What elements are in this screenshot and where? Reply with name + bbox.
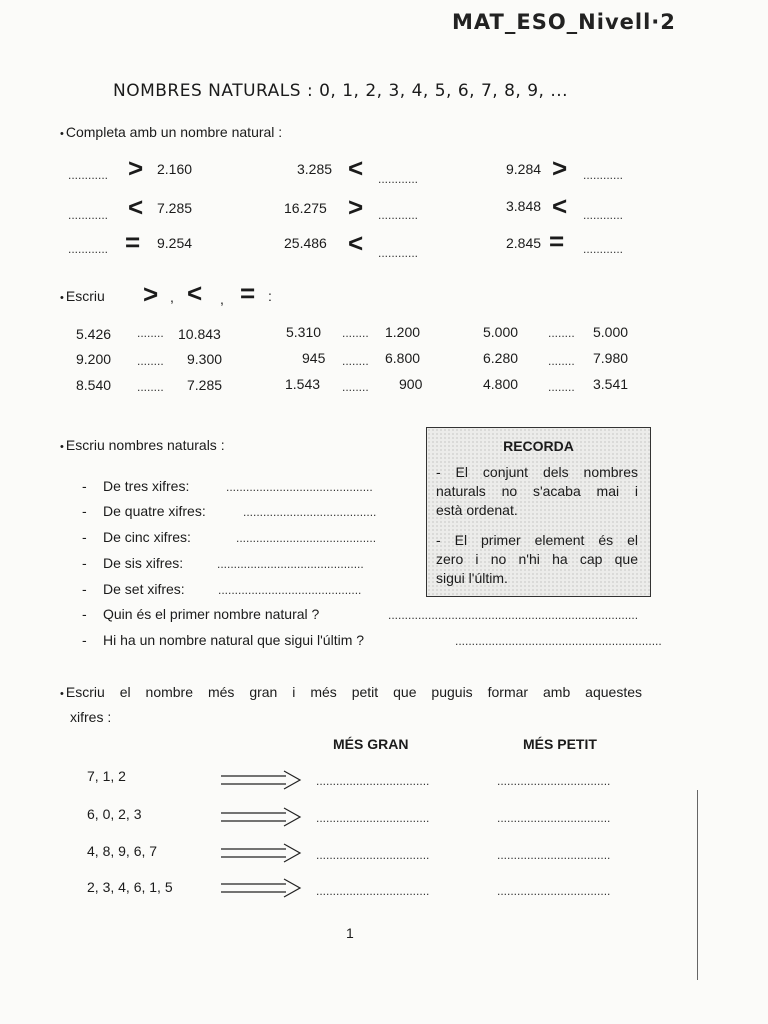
double-arrow-icon xyxy=(220,843,302,863)
compare-number: 5.426 xyxy=(76,326,112,342)
answer-blank-mes-petit[interactable]: .................................. xyxy=(497,774,611,788)
double-arrow-icon xyxy=(220,770,302,790)
list-item-label: De sis xifres: xyxy=(103,555,184,571)
given-number: 25.486 xyxy=(284,235,327,251)
given-number: 9.284 xyxy=(506,161,542,177)
equals-symbol: = xyxy=(125,227,141,257)
compare-blank[interactable]: ........ xyxy=(342,380,369,394)
compare-number: 900 xyxy=(399,376,423,392)
answer-blank[interactable]: ............ xyxy=(378,246,419,260)
given-number: 3.848 xyxy=(506,198,542,214)
answer-blank-mes-gran[interactable]: .................................. xyxy=(316,774,430,788)
answer-blank[interactable]: ............ xyxy=(68,208,109,222)
list-item-label: Hi ha un nombre natural que sigui l'últim ? xyxy=(103,632,365,648)
greater-than-symbol: > xyxy=(348,192,364,222)
answer-blank[interactable]: ............ xyxy=(583,168,624,182)
less-than-symbol: < xyxy=(348,228,364,258)
greater-than-symbol: > xyxy=(128,153,144,183)
answer-blank-mes-petit[interactable]: .................................. xyxy=(497,811,611,825)
bullet-icon: • xyxy=(60,441,64,453)
answer-blank[interactable]: ............ xyxy=(68,168,109,182)
compare-number: 5.310 xyxy=(286,324,322,340)
comma-separator: , xyxy=(170,289,174,305)
compare-number: 9.300 xyxy=(187,351,223,367)
list-dash: - xyxy=(82,632,87,648)
comma-separator: , xyxy=(220,291,224,307)
given-number: 3.285 xyxy=(297,161,333,177)
greater-than-symbol: > xyxy=(552,153,568,183)
section3-instruction-text: Escriu nombres naturals : xyxy=(65,437,225,453)
page-title: NOMBRES NATURALS : 0, 1, 2, 3, 4, 5, 6, 7, 8, 9, ... xyxy=(113,81,569,101)
list-dash: - xyxy=(82,581,87,597)
section1-instruction xyxy=(60,124,282,140)
recorda-line: sigui l'últim. xyxy=(436,570,508,586)
compare-blank[interactable]: ........ xyxy=(137,354,164,368)
digits-label: 7, 1, 2 xyxy=(87,768,126,784)
column-header-mes-gran: MÉS GRAN xyxy=(333,736,409,752)
given-number: 9.254 xyxy=(157,235,193,251)
double-arrow-icon xyxy=(220,878,302,898)
equals-symbol: = xyxy=(549,226,565,256)
column-header-mes-petit: MÉS PETIT xyxy=(523,736,597,752)
compare-blank[interactable]: ........ xyxy=(342,354,369,368)
answer-blank[interactable]: ........................................................................... xyxy=(388,608,639,622)
list-dash: - xyxy=(82,478,87,494)
compare-number: 6.280 xyxy=(483,350,519,366)
given-number: 2.845 xyxy=(506,235,542,251)
double-arrow-icon xyxy=(220,807,302,827)
compare-number: 1.543 xyxy=(285,376,321,392)
answer-blank[interactable]: ........................................... xyxy=(218,583,362,597)
answer-blank[interactable]: .......................................... xyxy=(236,531,377,545)
answer-blank[interactable]: ............ xyxy=(378,172,419,186)
answer-blank[interactable]: ............ xyxy=(68,242,109,256)
recorda-line: naturals no s'acaba mai i xyxy=(436,483,638,499)
compare-number: 9.200 xyxy=(76,351,112,367)
bullet-icon: • xyxy=(60,128,64,140)
section4-instruction-cont: xifres : xyxy=(70,709,112,725)
answer-blank-mes-petit[interactable]: .................................. xyxy=(497,848,611,862)
section4-instruction-text: Escriu el nombre més gran i més petit que puguis formar amb aquestes xyxy=(65,684,642,700)
compare-number: 7.980 xyxy=(593,350,629,366)
compare-number: 1.200 xyxy=(385,324,421,340)
recorda-title: RECORDA xyxy=(503,438,574,454)
section3-instruction xyxy=(60,437,225,453)
compare-number: 945 xyxy=(302,350,326,366)
list-dash: - xyxy=(82,529,87,545)
list-dash: - xyxy=(82,555,87,571)
less-than-symbol: < xyxy=(128,192,144,222)
recorda-line: zero i no n'hi ha cap que xyxy=(436,551,638,567)
equals-symbol: = xyxy=(240,278,256,308)
handwritten-header: MAT_ESO_Nivell·2 xyxy=(452,10,676,34)
answer-blank[interactable]: ............ xyxy=(378,208,419,222)
list-item-label: De cinc xifres: xyxy=(103,529,191,545)
answer-blank-mes-petit[interactable]: .................................. xyxy=(497,884,611,898)
section2-instruction-text: Escriu xyxy=(65,288,105,304)
recorda-box xyxy=(426,427,651,597)
page-number: 1 xyxy=(346,925,354,941)
less-than-symbol: < xyxy=(187,278,203,308)
list-dash: - xyxy=(82,606,87,622)
compare-number: 8.540 xyxy=(76,377,112,393)
answer-blank[interactable]: ........................................ xyxy=(243,505,377,519)
list-item-label: Quin és el primer nombre natural ? xyxy=(103,606,320,622)
list-dash: - xyxy=(82,503,87,519)
compare-number: 3.541 xyxy=(593,376,629,392)
greater-than-symbol: > xyxy=(143,279,159,309)
answer-blank[interactable]: .............................................................. xyxy=(455,634,662,648)
compare-blank[interactable]: ........ xyxy=(342,326,369,340)
answer-blank[interactable]: ............................................ xyxy=(217,557,364,571)
compare-number: 6.800 xyxy=(385,350,421,366)
answer-blank-mes-gran[interactable]: .................................. xyxy=(316,811,430,825)
answer-blank-mes-gran[interactable]: .................................. xyxy=(316,848,430,862)
digits-label: 4, 8, 9, 6, 7 xyxy=(87,843,158,859)
section2-instruction xyxy=(60,288,105,304)
compare-blank[interactable]: ........ xyxy=(548,354,575,368)
scan-edge-line xyxy=(697,790,698,980)
compare-number: 4.800 xyxy=(483,376,519,392)
recorda-line: està ordenat. xyxy=(436,502,518,518)
given-number: 2.160 xyxy=(157,161,193,177)
list-item-label: De quatre xifres: xyxy=(103,503,206,519)
section4-instruction xyxy=(60,684,642,700)
digits-label: 6, 0, 2, 3 xyxy=(87,806,142,822)
given-number: 7.285 xyxy=(157,200,193,216)
recorda-line: - El conjunt dels nombres xyxy=(436,464,638,480)
compare-blank[interactable]: ........ xyxy=(548,326,575,340)
compare-blank[interactable]: ........ xyxy=(548,380,575,394)
recorda-line: - El primer element és el xyxy=(436,532,638,548)
compare-number: 7.285 xyxy=(187,377,223,393)
digits-label: 2, 3, 4, 6, 1, 5 xyxy=(87,879,173,895)
list-item-label: De set xifres: xyxy=(103,581,185,597)
compare-blank[interactable]: ........ xyxy=(137,326,164,340)
given-number: 16.275 xyxy=(284,200,327,216)
section1-instruction-text: Completa amb un nombre natural : xyxy=(65,124,283,140)
colon: : xyxy=(268,288,272,304)
compare-number: 5.000 xyxy=(483,324,519,340)
bullet-icon: • xyxy=(60,292,64,304)
compare-blank[interactable]: ........ xyxy=(137,380,164,394)
bullet-icon: • xyxy=(60,688,64,700)
answer-blank[interactable]: ............ xyxy=(583,242,624,256)
answer-blank[interactable]: ............ xyxy=(583,208,624,222)
answer-blank-mes-gran[interactable]: .................................. xyxy=(316,884,430,898)
less-than-symbol: < xyxy=(552,191,568,221)
answer-blank[interactable]: ............................................ xyxy=(226,480,373,494)
less-than-symbol: < xyxy=(348,153,364,183)
compare-number: 5.000 xyxy=(593,324,629,340)
list-item-label: De tres xifres: xyxy=(103,478,190,494)
compare-number: 10.843 xyxy=(178,326,221,342)
